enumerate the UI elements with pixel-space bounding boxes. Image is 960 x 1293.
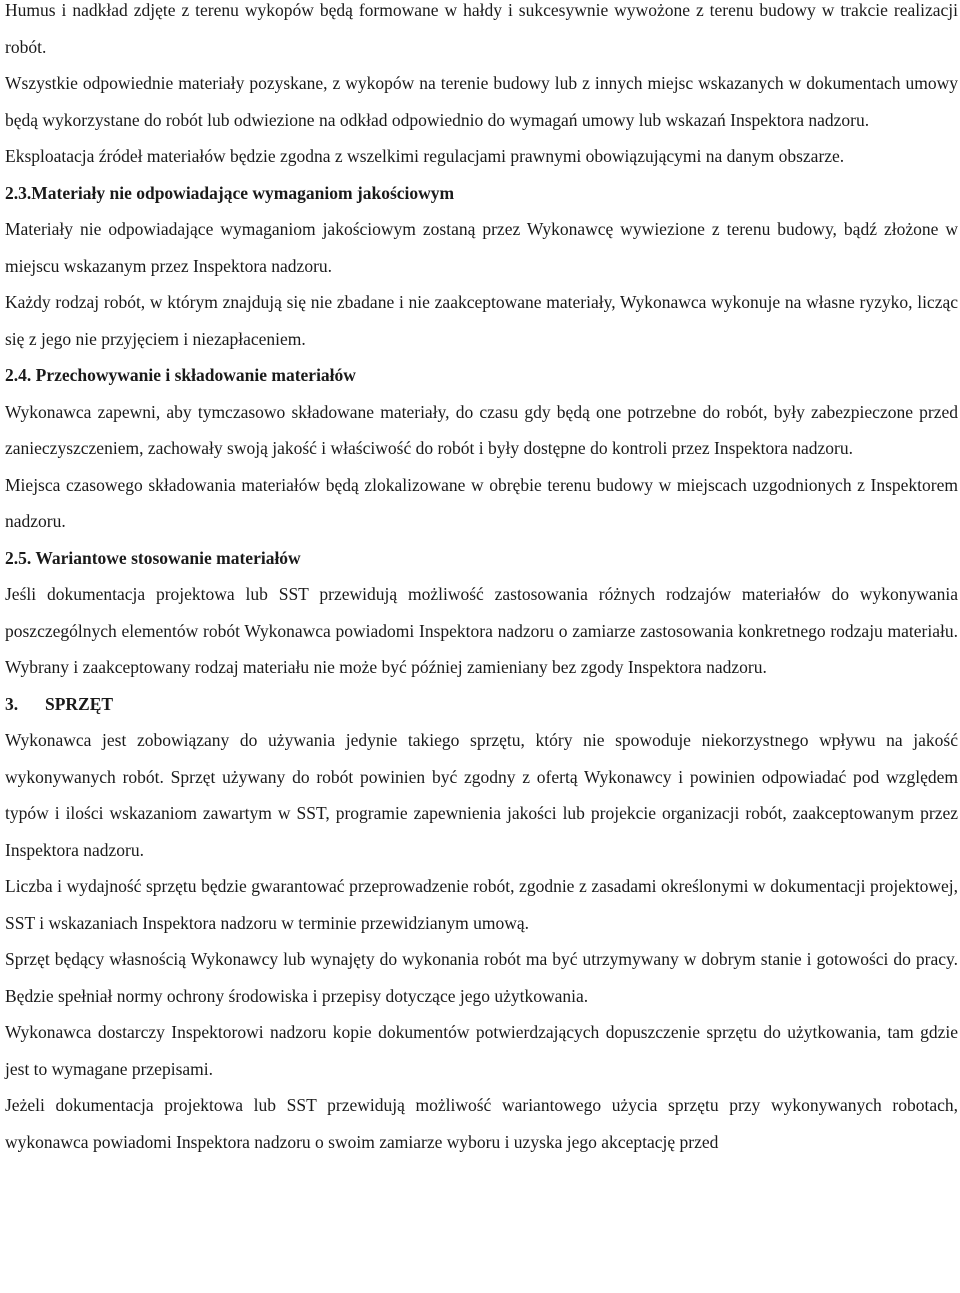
section-title: SPRZĘT	[45, 693, 114, 714]
section-number: 2.5.	[5, 547, 32, 568]
section-number: 3.	[5, 693, 19, 714]
paragraph-materialy-nie-odpowiadajace: Materiały nie odpowiadające wymaganiom jakościowym zostaną przez Wykonawcę wywiezione z terenu budowy, bądź złożone w miejscu wskazanym przez Inspektora nadzoru.	[5, 219, 958, 276]
paragraph-sprzet-wlasnosc: Sprzęt będący własnością Wykonawcy lub wynajęty do wykonania robót ma być utrzymywany w dobrym stanie i gotowości do pracy. Będzie spełniał normy ochrony środowiska i przepisy dotyczące jego użytkowania.	[5, 949, 958, 1006]
paragraph-sprzet-uzywany: Wykonawca jest zobowiązany do używania jedynie takiego sprzętu, który nie spowoduje niekorzystnego wpływu na jakość wykonywanych robót. Sprzęt używany do robót powinien być zgodny z ofertą Wykonawcy i powinien odpowiadać pod względem typów i ilości wskazaniom zawartym w SST, programie zapewnienia jakości lub projekcie organizacji robót, zaakceptowanym przez Inspektora nadzoru.	[5, 730, 958, 860]
paragraph-wariantowe-materialy: Jeśli dokumentacja projektowa lub SST przewidują możliwość zastosowania różnych rodzajów materiałów do wykonywania poszczególnych elementów robót Wykonawca powiadomi Inspektora nadzoru o zamiarze zastosowania konkretnego rodzaju materiału. Wybrany i zaakceptowany rodzaj materiału nie może być później zamieniany bez zgody Inspektora nadzoru.	[5, 584, 958, 677]
section-heading-2-5	[5, 540, 958, 577]
paragraph-eksploatacja: Eksploatacja źródeł materiałów będzie zgodna z wszelkimi regulacjami prawnymi obowiązującymi na danym obszarze.	[5, 146, 845, 166]
section-title: Przechowywanie i składowanie materiałów	[35, 365, 356, 385]
paragraph-kopie-dokumentow: Wykonawca dostarczy Inspektorowi nadzoru kopie dokumentów potwierdzających dopuszczenie sprzętu do użytkowania, tam gdzie jest to wymagane przepisami.	[5, 1022, 958, 1079]
paragraph-humus: Humus i nadkład zdjęte z terenu wykopów będą formowane w hałdy i sukcesywnie wywożone z terenu budowy w trakcie realizacji robót.	[5, 0, 958, 57]
paragraph-materialy-pozyskane: Wszystkie odpowiednie materiały pozyskane, z wykopów na terenie budowy lub z innych miejsc wskazanych w dokumentach umowy będą wykorzystane do robót lub odwiezione na odkład odpowiednio do wymagań umowy lub wskazań Inspektora nadzoru.	[5, 73, 958, 130]
section-heading-2-3: 2.3.Materiały nie odpowiadające wymaganiom jakościowym	[5, 182, 455, 203]
section-heading-2-4	[5, 357, 958, 394]
paragraph-wariantowe-sprzet: Jeżeli dokumentacja projektowa lub SST przewidują możliwość wariantowego użycia sprzętu przy wykonywanych robotach, wykonawca powiadomi Inspektora nadzoru o swoim zamiarze wyboru i uzyska jego akceptację przed	[5, 1095, 958, 1152]
paragraph-miejsca-skladowania: Miejsca czasowego składowania materiałów będą zlokalizowane w obrębie terenu budowy w miejscach uzgodnionych z Inspektorem nadzoru.	[5, 474, 958, 531]
section-title: Wariantowe stosowanie materiałów	[35, 547, 301, 568]
section-heading-3	[5, 686, 958, 723]
document-page	[5, 0, 958, 1160]
paragraph-skladowanie: Wykonawca zapewni, aby tymczasowo składowane materiały, do czasu gdy będą one potrzebne do robót, były zabezpieczone przed zanieczyszczeniem, zachowały swoją jakość i właściwość do robót i były dostępne do kontroli przez Inspektora nadzoru.	[5, 401, 958, 458]
paragraph-liczba-wydajnosc: Liczba i wydajność sprzętu będzie gwarantować przeprowadzenie robót, zgodnie z zasadami określonymi w dokumentacji projektowej, SST i wskazaniach Inspektora nadzoru w terminie przewidzianym umową.	[5, 876, 958, 933]
paragraph-kazdy-rodzaj-robot: Każdy rodzaj robót, w którym znajdują się nie zbadane i nie zaakceptowane materiały, Wykonawca wykonuje na własne ryzyko, licząc się z jego nie przyjęciem i niezapłaceniem.	[5, 292, 958, 349]
section-number: 2.4.	[5, 365, 32, 385]
